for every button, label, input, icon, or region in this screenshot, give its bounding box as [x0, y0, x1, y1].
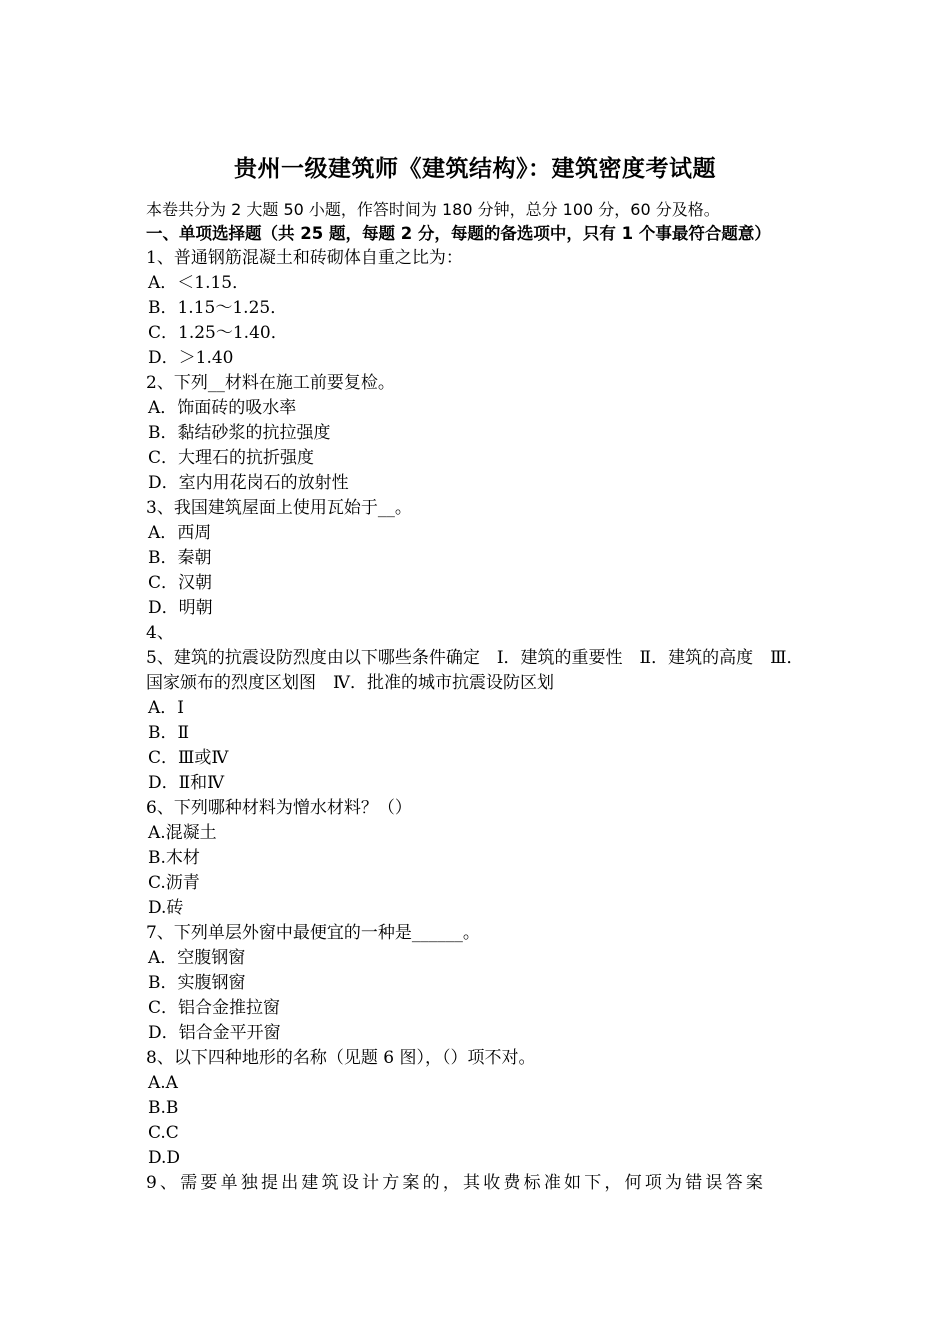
- option-d: D．明朝: [148, 598, 213, 618]
- question-1: [146, 246, 810, 371]
- option-a: A.混凝土: [148, 823, 217, 843]
- question-3: [146, 496, 810, 621]
- question-8: [146, 1046, 810, 1171]
- option-d: D．铝合金平开窗: [148, 1023, 281, 1043]
- option-a: A．饰面砖的吸水率: [148, 398, 297, 418]
- question-text: 1、普通钢筋混凝土和砖砌体自重之比为：: [146, 248, 463, 268]
- option-d: D．＞1.40: [148, 348, 234, 368]
- option-b: B．Ⅱ: [148, 723, 190, 743]
- question-text: 5、建筑的抗震设防烈度由以下哪些条件确定 Ⅰ．建筑的重要性 Ⅱ．建筑的高度 Ⅲ．国家颁布的烈度区划图 Ⅳ．批准的城市抗震设防区划: [146, 648, 804, 693]
- question-7: [146, 921, 810, 1046]
- option-d: D.砖: [148, 898, 184, 918]
- option-b: B．实腹钢窗: [148, 973, 246, 993]
- question-text: 7、下列单层外窗中最便宜的一种是______。: [146, 923, 480, 943]
- option-a: A．空腹钢窗: [148, 948, 246, 968]
- option-c: C．大理石的抗折强度: [148, 448, 315, 468]
- option-c: C．铝合金推拉窗: [148, 998, 281, 1018]
- question-text: 3、我国建筑屋面上使用瓦始于__。: [146, 498, 412, 518]
- question-2: [146, 371, 810, 496]
- option-c: C．Ⅲ或Ⅳ: [148, 748, 229, 768]
- question-text: 4、: [146, 623, 174, 643]
- page-title: 贵州一级建筑师《建筑结构》：建筑密度考试题: [234, 156, 716, 182]
- option-d: D．Ⅱ和Ⅳ: [148, 773, 225, 793]
- option-d: D.D: [148, 1148, 181, 1168]
- question-text: 8、以下四种地形的名称（见题 6 图），（）项不对。: [146, 1048, 536, 1068]
- option-b: B.B: [148, 1098, 179, 1118]
- option-b: B.木材: [148, 848, 200, 868]
- question-5: [146, 646, 810, 796]
- exam-intro: 本卷共分为 2 大题 50 小题，作答时间为 180 分钟，总分 100 分，60 分及格。: [146, 200, 720, 219]
- section-heading: 一、单项选择题（共 25 题，每题 2 分，每题的备选项中，只有 1 个事最符合题意）: [146, 224, 771, 243]
- question-text: 6、下列哪种材料为憎水材料？（）: [146, 798, 412, 818]
- option-b: B．1.15～1.25．: [148, 298, 288, 318]
- option-c: C．汉朝: [148, 573, 213, 593]
- document-body: [146, 198, 810, 1196]
- option-d: D．室内用花岗石的放射性: [148, 473, 349, 493]
- option-b: B．黏结砂浆的抗拉强度: [148, 423, 331, 443]
- question-9: [146, 1171, 810, 1196]
- option-c: C．1.25～1.40．: [148, 323, 288, 343]
- option-a: A．西周: [148, 523, 212, 543]
- option-a: A.A: [148, 1073, 178, 1093]
- question-6: [146, 796, 810, 921]
- question-4: [146, 621, 810, 646]
- question-text: 2、下列__材料在施工前要复检。: [146, 373, 395, 393]
- option-a: A．Ⅰ: [148, 698, 184, 718]
- option-b: B．秦朝: [148, 548, 212, 568]
- option-c: C.C: [148, 1123, 179, 1143]
- option-c: C.沥青: [148, 873, 200, 893]
- question-text: 9、需要单独提出建筑设计方案的，其收费标准如下，何项为错误答案: [146, 1173, 767, 1193]
- option-a: A．＜1.15．: [148, 273, 250, 293]
